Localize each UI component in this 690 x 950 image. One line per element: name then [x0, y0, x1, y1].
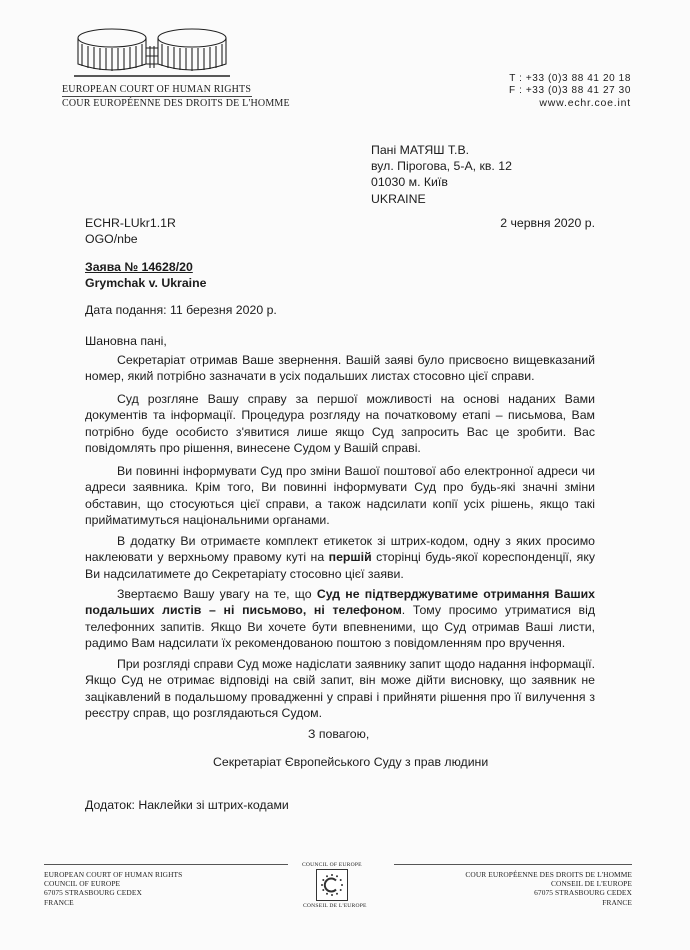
application-block	[85, 259, 206, 291]
salutation: Шановна пані,	[85, 334, 167, 348]
footer-right-rule	[394, 864, 632, 865]
paragraph-4	[85, 533, 595, 582]
footer-right-line-4: FRANCE	[602, 897, 632, 907]
addressee-country: UKRAINE	[371, 191, 426, 206]
paragraph-5-bold: Суд не підтверджуватиме отримання Ваших подальших листів – ні письмово, ні телефоном	[85, 587, 595, 618]
closing-regards: З повагою,	[308, 727, 370, 741]
court-name-en: EUROPEAN COURT OF HUMAN RIGHTS	[62, 84, 252, 95]
website-link: www.echr.coe.int	[539, 97, 631, 109]
footer-right-line-1: COUR EUROPÉENNE DES DROITS DE L'HOMME	[465, 870, 632, 879]
filing-date: Дата подання: 11 березня 2020 р.	[85, 303, 277, 317]
reference-initials: OGO/nbe	[85, 232, 138, 247]
footer-left-line-4: FRANCE	[44, 897, 74, 907]
paragraph-1: Секретаріат отримав Ваше звернення. Вашій заяві було присвоєно вищевказаний номер, який потрібно зазначати в усіх подальших листах стосовно цієї справи.	[85, 353, 595, 384]
addressee-block	[371, 142, 512, 207]
reference-block	[85, 215, 176, 247]
footer-right-line-2: CONSEIL DE L'EUROPE	[551, 879, 632, 889]
enclosure-note: Додаток: Наклейки зі штрих-кодами	[85, 798, 289, 812]
paragraph-5	[85, 586, 595, 652]
footer-left-line-3: 67075 STRASBOURG CEDEX	[44, 888, 142, 898]
council-of-europe-logo-top: COUNCIL OF EUROPE	[302, 862, 362, 868]
footer-left-rule	[44, 864, 288, 865]
footer-left-line-2: COUNCIL OF EUROPE	[44, 879, 121, 889]
paragraph-4-text-a: В додатку Ви отримаєте комплект етикеток зі штрих-кодом, одну з яких просимо наклеювати у верхньому правому куті на	[85, 534, 595, 565]
council-of-europe-logo-bottom: CONSEIL DE L'EUROPE	[303, 903, 367, 909]
paragraph-2: Суд розгляне Вашу справу за першої можливості на основі наданих Вами документів та інформації. Процедура розгляду на початковому етапі – письмова, Вам потрібно буде особисто з'явитися лише якщо Суд запросить Вас це зробити. Вас повідомлять про рішення, винесене Судом у Вашій справі.	[85, 392, 595, 456]
signature: Секретаріат Європейського Суду з прав людини	[213, 755, 489, 769]
paragraph-6: При розгляді справи Суд може надіслати заявнику запит щодо надання інформації. Якщо Суд не отримає відповіді на свій запит, він може дійти висновку, що заявник не зацікавлений в подальшому провадженні у справі і прийняти рішення про її вилучення з реєстру справ, що розглядаються Судом.	[85, 657, 595, 721]
case-name: Grymchak v. Ukraine	[85, 276, 207, 291]
letter-date: 2 червня 2020 р.	[500, 216, 595, 230]
reference-code: ECHR-LUkr1.1R	[85, 216, 176, 230]
footer-right-address	[465, 870, 632, 907]
paragraph-4-text-b: сторінці будь-якої кореспонденції, яку Ви надсилатимете до Секретаріату стосовно цієї заяви.	[85, 550, 596, 581]
council-of-europe-emblem	[316, 869, 348, 901]
paragraph-4-bold: першій	[328, 550, 372, 565]
paragraph-3: Ви повинні інформувати Суд про зміни Вашої поштової або електронної адреси чи адреси заявника. Крім того, Ви повинні інформувати Суд про будь-які значні зміни обставин, що стосуються цієї справи, а також надсилати копії усіх рішень, якщо такі прийматимуться національними органами.	[85, 464, 595, 528]
addressee-street: вул. Пірогова, 5-А, кв. 12	[371, 159, 512, 174]
addressee-city: 01030 м. Київ	[371, 175, 448, 190]
court-name-fr: COUR EUROPÉENNE DES DROITS DE L'HOMME	[62, 98, 290, 109]
phone-number: T : +33 (0)3 88 41 20 18	[509, 73, 631, 84]
addressee-name: Пані МАТЯШ Т.В.	[371, 143, 470, 157]
footer-left-line-1: EUROPEAN COURT OF HUMAN RIGHTS	[44, 870, 183, 879]
court-logo	[72, 24, 232, 86]
letterhead-divider	[62, 96, 252, 97]
paragraph-5-text-b: . Тому просимо утриматися від телефонних запитів. Якщо Ви хочете бути впевненими, що Суд отримав Ваші листи, радимо Вам надсилати їх рекомендованою поштою з повідомленням про вручення.	[85, 603, 595, 651]
footer-right-line-3: 67075 STRASBOURG CEDEX	[534, 888, 632, 898]
footer-left-address	[44, 870, 182, 907]
paragraph-5-text-a: Звертаємо Вашу увагу на те, що	[117, 587, 317, 601]
fax-number: F : +33 (0)3 88 41 27 30	[509, 85, 631, 96]
application-number: Заява № 14628/20	[85, 260, 193, 274]
